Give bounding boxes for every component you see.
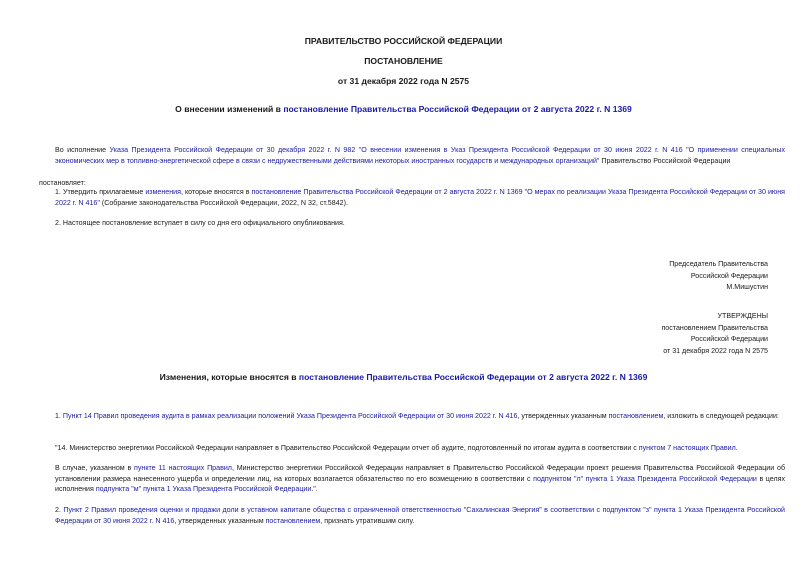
item-1-paragraph bbox=[39, 187, 785, 208]
quote-2-subpoint-l-link[interactable]: подпунктом "л" пункта 1 Указа Президента Российской Федерации bbox=[533, 474, 757, 483]
signature-line-3: М.Мишустин bbox=[726, 283, 768, 291]
changes-title bbox=[0, 372, 807, 382]
preamble-text-1: Во исполнение bbox=[55, 146, 110, 154]
item-1-changes-link[interactable]: изменения bbox=[145, 188, 181, 196]
signature-line-1: Председатель Правительства bbox=[669, 260, 768, 268]
quote-2-rules-link[interactable]: пункте 11 настоящих Правил bbox=[134, 464, 232, 472]
approval-line-2: постановлением Правительства bbox=[661, 323, 768, 332]
document-title-prefix: О внесении изменений в bbox=[175, 104, 284, 114]
quote-1-text-1: "14. Министерство энергетики Российской Федерации направляет в Правительство Российской Федерации отчет об аудите, подготовленный по итогам аудита в соответствии с bbox=[55, 444, 639, 452]
signature-line-2: Российской Федерации bbox=[690, 271, 768, 280]
header-date-number: от 31 декабря 2022 года N 2575 bbox=[337, 76, 470, 86]
decides-text: постановляет: bbox=[39, 179, 86, 187]
item-1-text-1: 1. Утвердить прилагаемые bbox=[55, 188, 146, 196]
item-1-resolution-link[interactable]: постановление Правительства Российской Федерации от 2 августа 2022 г. N 1369 "О мерах по реализации Указа Президента Российской Федерации от 30 июня 2022 г. N 416" bbox=[55, 188, 785, 207]
change-2-text-1: 2. bbox=[55, 506, 64, 514]
change-1-text-3: , изложить в следующей редакции: bbox=[663, 412, 779, 420]
change-2-text-3: , признать утратившим силу. bbox=[320, 516, 415, 525]
quote-2-paragraph bbox=[39, 463, 785, 495]
preamble-text-2: Правительство Российской Федерации bbox=[599, 156, 731, 165]
quote-1-paragraph bbox=[39, 443, 785, 454]
change-2-resolution-link[interactable]: постановлением bbox=[265, 516, 321, 525]
item-1-text-2: , которые вносятся в bbox=[180, 188, 252, 196]
changes-title-prefix: Изменения, которые вносятся в bbox=[159, 372, 299, 382]
document-title-link[interactable]: постановление Правительства Российской Федерации от 2 августа 2022 г. N 1369 bbox=[283, 104, 632, 114]
change-2-rules-link[interactable]: Пункт 2 Правил проведения оценки и продажи доли в уставном капитале общества с ограниченной ответственностью "Сахалинская Энергия" в соответствии с подпунктом "з" пункта 1 Указа Президента Российской Федерации от 30 июня 2022 г. N 416 bbox=[55, 506, 785, 525]
changes-title-link[interactable]: постановление Правительства Российской Федерации от 2 августа 2022 г. N 1369 bbox=[298, 372, 648, 382]
quote-1-rules-link[interactable]: пунктом 7 настоящих Правил bbox=[638, 444, 736, 452]
quote-2-text-2: , Министерство энергетики Российской Федерации направляет в Правительство Российской Федерации проект решения Правительства Российской Федерации об установлении размера нанесенного ущерба и определении лиц, на которых возлагается обязательство по его возмещению в соответствии с bbox=[55, 464, 786, 483]
change-2-paragraph bbox=[39, 505, 785, 526]
signature-block bbox=[669, 259, 768, 294]
document-title bbox=[0, 104, 807, 114]
preamble-paragraph bbox=[39, 145, 785, 166]
approval-block bbox=[661, 311, 768, 357]
header-org: ПРАВИТЕЛЬСТВО РОССИЙСКОЙ ФЕДЕРАЦИИ bbox=[304, 36, 503, 46]
approval-line-1: УТВЕРЖДЕНЫ bbox=[717, 312, 768, 320]
header-doc-type: ПОСТАНОВЛЕНИЕ bbox=[364, 56, 443, 66]
approval-line-4: от 31 декабря 2022 года N 2575 bbox=[663, 346, 768, 355]
preamble-decree-link[interactable]: Указа Президента Российской Федерации от 30 декабря 2022 г. N 982 "О внесении изменения в Указ Президента Российской Федерации от 30 июня 2022 г. N 416 "О применении специальных экономических мер в топливно-энергетической сфере в связи с недружественными действиями некоторых иностранных государств и международных организаций" bbox=[55, 146, 785, 165]
item-1-text-3: (Собрание законодательства Российской Федерации, 2022, N 32, ст.5842). bbox=[99, 198, 348, 207]
change-1-text-1: 1. bbox=[55, 412, 63, 420]
quote-2-text-1: В случае, указанном в bbox=[55, 464, 135, 472]
quote-2-text-4: .". bbox=[311, 485, 318, 494]
change-1-resolution-link[interactable]: постановлением bbox=[608, 412, 664, 420]
approval-line-3: Российской Федерации bbox=[690, 335, 768, 343]
quote-2-subpoint-m-link[interactable]: подпункта "м" пункта 1 Указа Президента Российской Федерации bbox=[95, 485, 312, 494]
item-2-paragraph: 2. Настоящее постановление вступает в силу со дня его официального опубликования. bbox=[55, 219, 345, 227]
change-2-text-2: , утвержденных указанным bbox=[174, 516, 266, 525]
change-1-text-2: , утвержденных указанным bbox=[517, 412, 609, 420]
quote-1-text-2: . bbox=[735, 444, 738, 452]
quote-2-text-3: в целях исполнения bbox=[55, 474, 786, 494]
change-1-rules-link[interactable]: Пункт 14 Правил проведения аудита в рамках реализации положений Указа Президента Российской Федерации от 30 июня 2022 г. N 416 bbox=[62, 412, 518, 420]
change-1-paragraph bbox=[39, 411, 785, 422]
